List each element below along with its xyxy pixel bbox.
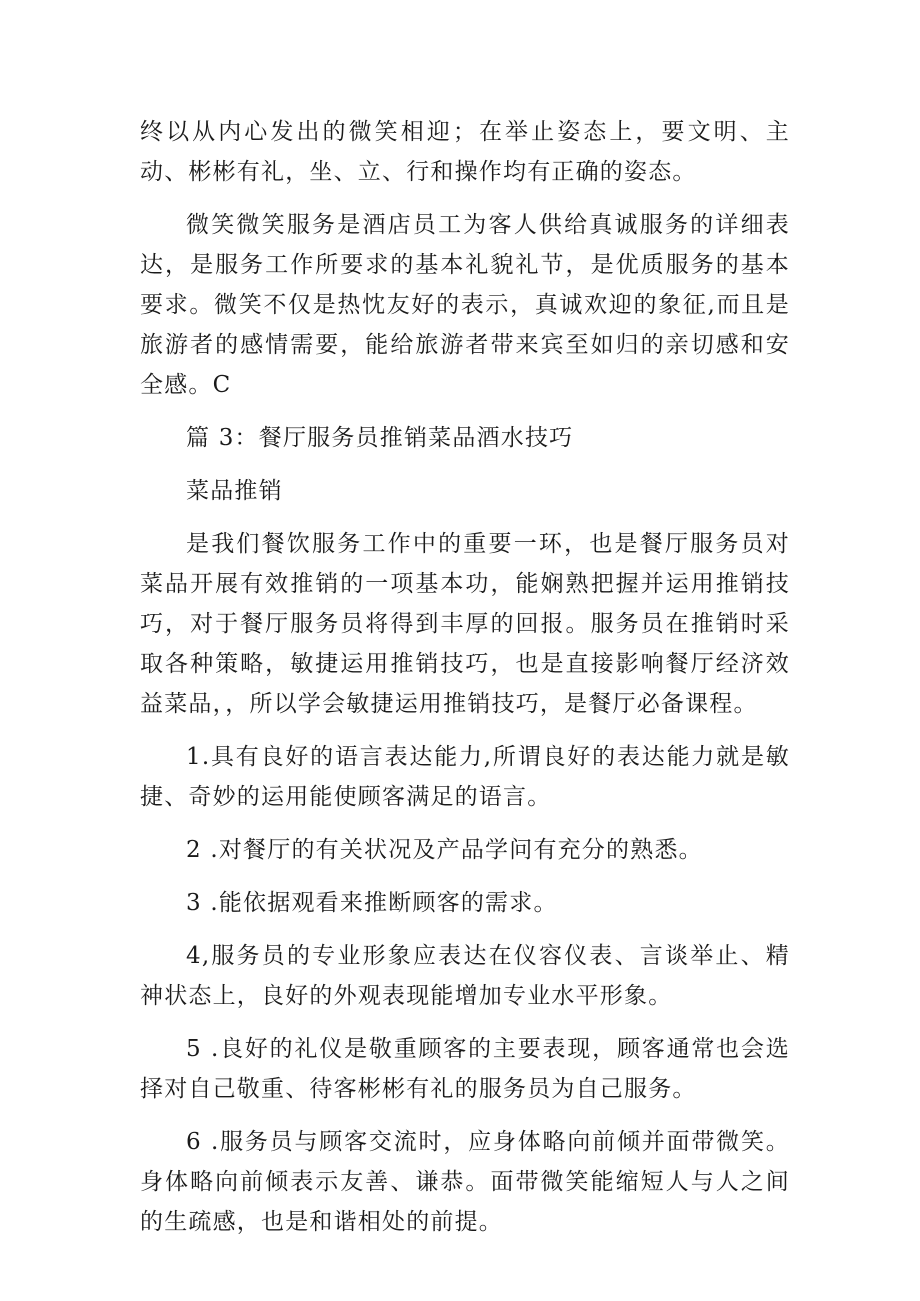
document-body bbox=[140, 112, 790, 1255]
list-item-5: 5 .良好的礼仪是敬重顾客的主要表现，顾客通常也会选择对自己敬重、待客彬彬有礼的服务员为自己服务。 bbox=[140, 1036, 790, 1102]
list-item-1: 1.具有良好的语言表达能力,所谓良好的表达能力就是敏捷、奇妙的运用能使顾客满足的语言。 bbox=[140, 744, 790, 810]
subheading: 菜品推销 bbox=[186, 478, 283, 504]
paragraph-intro: 是我们餐饮服务工作中的重要一环，也是餐厅服务员对菜品开展有效推销的一项基本功，能娴熟把握并运用推销技巧，对于餐厅服务员将得到丰厚的回报。服务员在推销时采取各种策略，敏捷运用推销技巧，也是直接影响餐厅经济效益菜品，，所以学会敏捷运用推销技巧，是餐厅必备课程。 bbox=[140, 531, 790, 717]
paragraph-continuation: 终以从内心发出的微笑相迎；在举止姿态上，要文明、主动、彬彬有礼，坐、立、行和操作均有正确的姿态。 bbox=[140, 119, 790, 185]
list-item-2: 2 .对餐厅的有关状况及产品学问有充分的熟悉。 bbox=[186, 837, 703, 863]
list-item-6: 6 .服务员与顾客交流时，应身体略向前倾并面带微笑。身体略向前倾表示友善、谦恭。面带微笑能缩短人与人之间的生疏感，也是和谐相处的前提。 bbox=[140, 1129, 790, 1235]
list-item-3: 3 .能依据观看来推断顾客的需求。 bbox=[186, 890, 558, 916]
section-heading: 篇 3：餐厅服务员推销菜品酒水技巧 bbox=[186, 425, 574, 451]
list-item-4: 4,服务员的专业形象应表达在仪容仪表、言谈举止、精神状态上，良好的外观表现能增加专业水平形象。 bbox=[140, 943, 790, 1009]
paragraph-smile-service: 微笑微笑服务是酒店员工为客人供给真诚服务的详细表达，是服务工作所要求的基本礼貌礼节，是优质服务的基本要求。微笑不仅是热忱友好的表示，真诚欢迎的象征,而且是旅游者的感情需要，能给旅游者带来宾至如归的亲切感和安全感。C bbox=[140, 212, 790, 398]
